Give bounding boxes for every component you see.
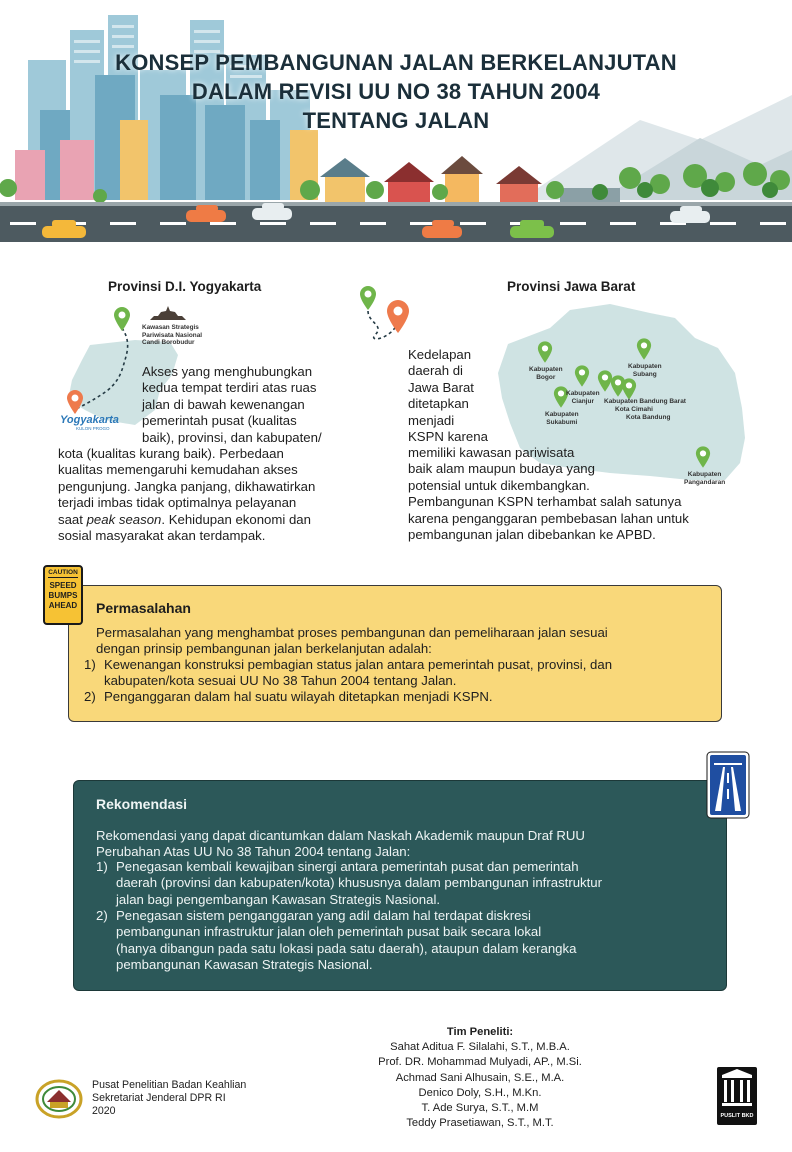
speed-bump-sign-icon: CAUTION SPEED BUMPS AHEAD [43,565,83,625]
highway-sign-icon [706,751,750,819]
title-line-1: KONSEP PEMBANGUNAN JALAN BERKELANJUTAN [115,50,677,75]
borobudur-label: Kawasan Strategis Pariwisata Nasional Candi Borobudur [142,324,203,346]
jabar-text: memiliki kawasan pariwisata baik alam maupun budaya yang potensial untuk dikembangkan. Pembangunan KSPN terhambat salah satunya karena penganggaran pembebasan lahan untuk pembangunan jalan dibebankan ke APBD. [408,445,689,543]
location-pin-icon [113,306,131,332]
location-pin-icon [695,445,711,469]
problem-item-1: 1) Kewenangan konstruksi pembagian status jalan antara pemerintah pusat, provinsi, dan kabupaten/kota sesuai UU No 38 Tahun 2004 tentang Jalan. [84,657,613,689]
team-member: Prof. DR. Mohammad Mulyadi, AP., M.Si. [378,1056,582,1069]
temple-icon [148,305,188,321]
page-title [0,48,792,135]
route-icon [355,283,415,343]
recommendation-item-1: 1) Penegasan kembali kewajiban sinergi antara pemerintah pusat dan pemerintah daerah (provinsi dan kabupaten/kota) khususnya dalam pembangunan infrastruktur jalan bagi pengembangan Kawasan Strategis Nasional. [96,859,603,907]
location-pin-icon [574,364,590,388]
kulon-progo-logo-sub: KULON PROGO [76,426,110,431]
dpr-emblem-icon [34,1078,84,1120]
label-bandung-barat: Kabupaten Bandung Barat [604,398,686,405]
problem-intro: Permasalahan yang menghambat proses pembangunan dan pemeliharaan jalan sesuai dengan prinsip pembangunan jalan berkelanjutan adalah: [96,625,608,657]
location-pin-icon [537,340,553,364]
label-bandung: Kota Bandung [626,414,671,421]
problem-item-2: 2) Penganggaran dalam hal suatu wilayah ditetapkan menjadi KSPN. [84,689,493,704]
problem-title: Permasalahan [96,600,191,616]
research-team: Tim Peneliti: Sahat Aditua F. Silalahi, S.T., M.B.A. Prof. DR. Mohammad Mulyadi, AP., M.Si. Achmad Sani Alhusain, S.E., M.A. Denico Doly, S.H., M.Kn. T. Ade Surya, S.T., M.M Teddy Prasetiawan, S.T., M.T. [330,1025,630,1131]
recommendation-item-2: 2) Penegasan sistem penganggaran yang adil dalam hal terdapat diskresi pembangunan infrastruktur jalan oleh pemerintah pusat baik secara lokal (hanya dibangun pada satu lokasi pada satu daerah), ataupun dalam kerangka pembangunan Kawasan Strategis Nasional. [96,908,577,972]
label-pangandaran: Kabupaten Pangandaran [684,471,726,486]
label-cimahi: Kota Cimahi [615,406,653,413]
label-cianjur: Kabupaten Cianjur [566,390,600,405]
team-member: Denico Doly, S.H., M.Kn. [418,1086,542,1099]
team-member: T. Ade Surya, S.T., M.M [421,1102,539,1115]
location-pin-icon [66,389,84,415]
yogyakarta-text-indented: Akses yang menghubungkan kedua tempat terdiri atas ruas jalan di bawah kewenangan pemerintah pusat (kualitas baik), provinsi, dan kabupaten/ [142,364,322,445]
puslit-bkd-logo: PUSLIT BKD [717,1067,757,1125]
location-pin-icon [636,337,652,361]
label-sukabumi: Kabupaten Sukabumi [545,411,579,426]
label-bogor: Kabupaten Bogor [529,366,563,381]
yogyakarta-title: Provinsi D.I. Yogyakarta [108,279,262,294]
title-line-2: DALAM REVISI UU NO 38 TAHUN 2004 [191,79,601,104]
puslit-building-icon [717,1067,757,1111]
team-member: Teddy Prasetiawan, S.T., M.T. [406,1117,554,1130]
label-subang: Kabupaten Subang [628,363,662,378]
institution-info: Pusat Penelitian Badan Keahlian Sekretariat Jenderal DPR RI 2020 [92,1079,247,1117]
recommendation-intro: Rekomendasi yang dapat dicantumkan dalam Naskah Akademik maupun Draf RUU Perubahan Atas UU No 38 Tahun 2004 tentang Jalan: [96,828,585,860]
yogyakarta-text: kota (kualitas kurang baik). Perbedaan kualitas memengaruhi kemudahan akses pengunjung. Jangka panjang, dikhawatirkan terjadi imbas tidak optimalnya pelayanan saat peak season. Kehidupan ekonomi dan sosial masyarakat akan terdampak. [58,446,316,544]
team-member: Sahat Aditua F. Silalahi, S.T., M.B.A. [390,1041,570,1054]
title-line-3: TENTANG JALAN [302,108,490,133]
jabar-text-short: Kedelapan daerah di Jawa Barat ditetapkan menjadi KSPN karena [408,347,488,445]
recommendation-title: Rekomendasi [96,796,188,812]
kulon-progo-logo: Yogyakarta [60,414,119,426]
team-member: Achmad Sani Alhusain, S.E., M.A. [395,1071,565,1084]
jabar-title: Provinsi Jawa Barat [507,279,636,294]
